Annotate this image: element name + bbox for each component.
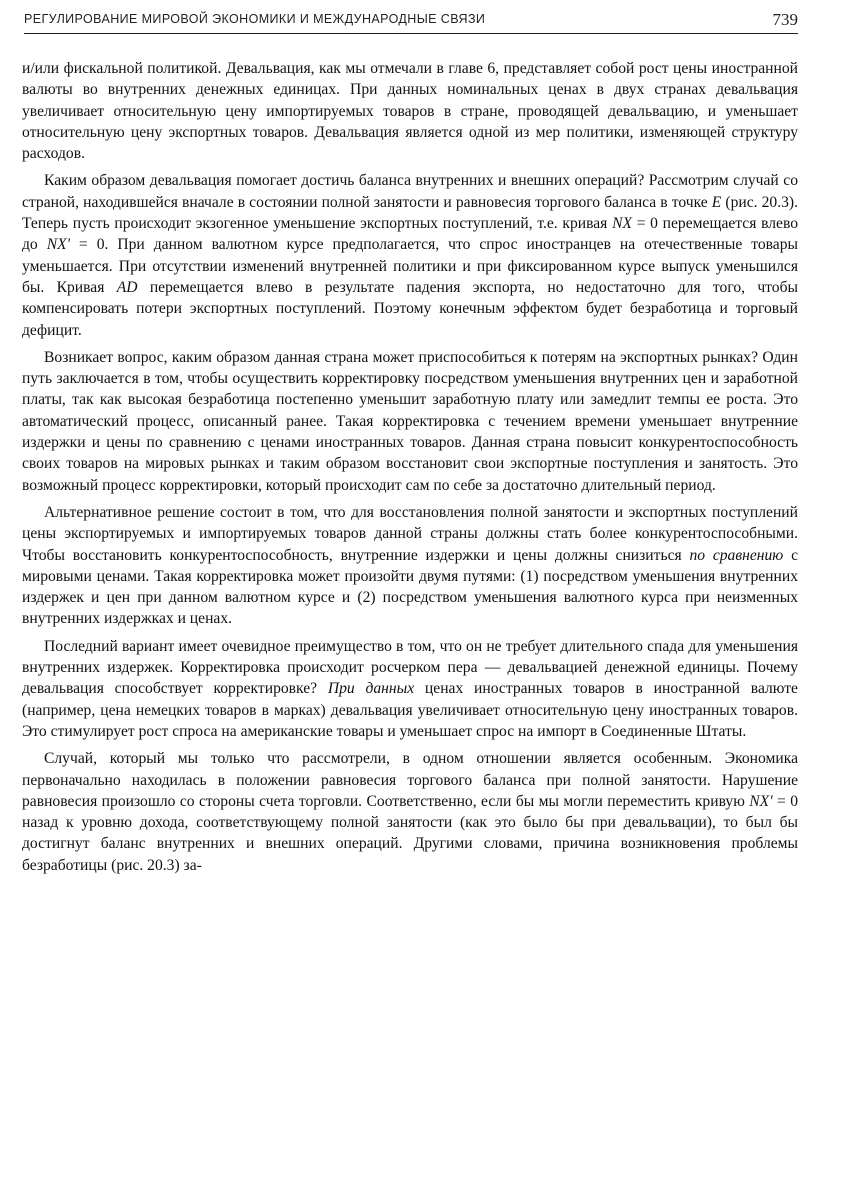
page-number: 739 — [772, 10, 798, 29]
text-run: Альтернативное решение состоит в том, что для восстановления полной занятости и экспортных поступлений цены экспортируемых и импортируемых товаров данной страны должны стать более конкурентоспособными. Чтобы восстановить конкурентоспособность, внутренние издержки и цены должны снизиться — [22, 503, 798, 564]
italic-run: NX' — [46, 236, 70, 254]
body-text — [22, 58, 798, 882]
italic-run: E — [711, 193, 722, 211]
header-rule — [24, 33, 798, 34]
text-run: (рис. 20.3). Теперь пусть происходит экзогенное уменьшение экспортных поступлений, т.е. кривая — [22, 193, 798, 233]
text-run: Возникает вопрос, каким образом данная страна может приспособиться к потерям на экспортных рынках? Один путь заключается в том, чтобы осуществить корректировку посредством уменьшения внутренних цен и заработной платы, так как высокая безработица постепенно уменьшит заработную плату или замедлит темпы ее роста. Это автоматический процесс, описанный ранее. Такая корректировка с течением времени уменьшает внутренние издержки и цены по сравнению с ценами иностранных товаров. Данная страна повысит конкурентоспособность своих товаров на мировых рынках и таким образом восстановит свои экспортные поступления и занятость. Это возможный процесс корректировки, который происходит сам по себе за достаточно длительный период. — [22, 348, 798, 494]
text-run: перемещается влево в результате падения экспорта, но недостаточно для того, чтобы компенсировать потери экспортных поступлений. Поэтому конечным эффектом будет безработица и торговый дефицит. — [22, 278, 799, 339]
running-head — [24, 6, 798, 32]
paragraph — [22, 170, 798, 340]
text-run: Каким образом девальвация помогает достичь баланса внутренних и внешних операций? Рассмотрим случай со страной, находившейся вначале в состоянии полной занятости и равновесия торгового баланса в точке — [22, 172, 798, 211]
paragraph — [22, 347, 798, 496]
running-title: РЕГУЛИРОВАНИЕ МИРОВОЙ ЭКОНОМИКИ И МЕЖДУНАРОДНЫЕ СВЯЗИ — [24, 12, 486, 26]
italic-run: NX — [612, 215, 632, 233]
paragraph — [22, 748, 798, 876]
text-run: = 0 назад к уровню дохода, соответствующему полной занятости (как это было бы при девальвации), то был бы достигнут баланс внутренних и внешних операций. Другими словами, причина возникновения проблемы безработицы (рис. 20.3) за- — [22, 792, 798, 874]
italic-run: по сравнению — [689, 546, 784, 564]
text-run: ценах иностранных товаров в иностранной валюте (например, цена немецких товаров в марках) девальвация увеличивает относительную цену иностранных товаров. Это стимулирует рост спроса на американские товары и уменьшает спрос на импорт в Соединенные Штаты. — [22, 680, 798, 740]
text-run: Случай, который мы только что рассмотрели, в одном отношении является особенным. Экономика первоначально находилась в положении равновесия торгового баланса при полной занятости. Нарушение равновесия произошло со стороны счета торговли. Соответственно, если бы мы могли переместить кривую — [22, 750, 798, 810]
text-run: Последний вариант имеет очевидное преимущество в том, что он не требует длительного спада для уменьшения внутренних издержек. Корректировка происходит росчерком пера — девальвацией денежной единицы. Почему девальвация способствует корректировке? — [22, 637, 798, 698]
text-run: = 0 перемещается влево до — [22, 215, 798, 254]
text-run: = 0. При данном валютном курсе предполагается, что спрос иностранцев на отечественные товары уменьшается. При отсутствии изменений внутренней политики и при фиксированном курсе выпуск уменьшился бы. Кривая — [22, 236, 798, 296]
paragraph — [22, 58, 798, 164]
italic-run: AD — [116, 278, 138, 296]
italic-run: NX' — [749, 792, 773, 810]
text-run: с мировыми ценами. Такая корректировка может произойти двумя путями: (1) посредством уменьшения внутренних издержек и цен при данном валютном курсе и (2) посредством уменьшения валютного курса при неизменных внутренних издержках и ценах. — [22, 546, 798, 628]
text-run: и/или фискальной политикой. Девальвация, как мы отмечали в главе 6, представляет собой рост цены иностранной валюты во внутренних денежных единицах. При данных номинальных ценах в двух странах девальвация увеличивает относительную цену импортируемых товаров в стране, проводящей девальвацию, и уменьшает относительную цену экспортных товаров. Девальвация является одной из мер политики, изменяющей структуру расходов. — [22, 60, 798, 163]
paragraph — [22, 636, 798, 742]
italic-run: При данных — [327, 680, 415, 698]
paragraph — [22, 502, 798, 630]
